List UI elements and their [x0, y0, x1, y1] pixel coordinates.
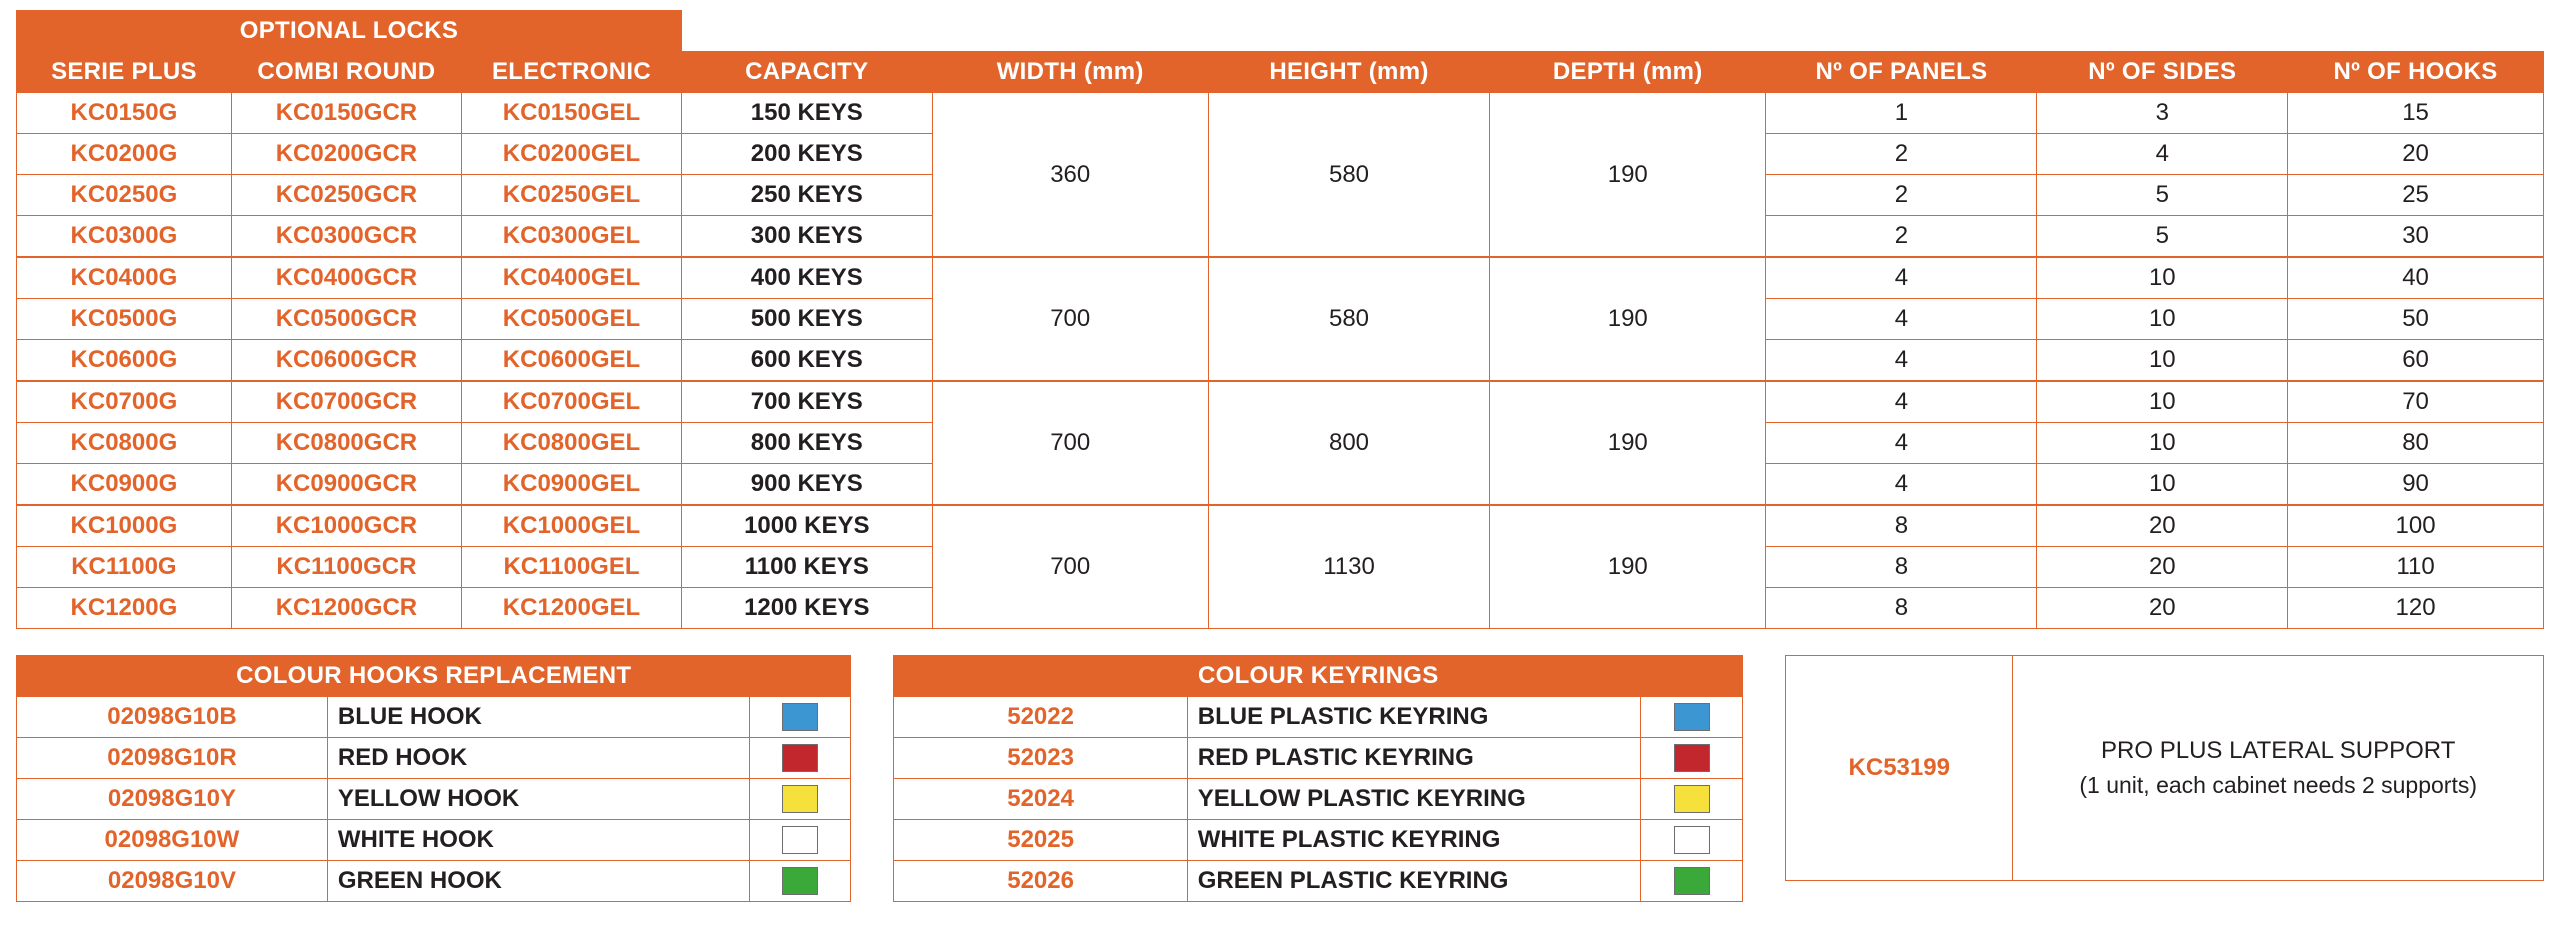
cell-combi-round: KC0400GCR — [231, 257, 461, 299]
cell-hook-label: GREEN HOOK — [327, 861, 749, 902]
cell-capacity: 600 KEYS — [681, 340, 932, 382]
cell-serie-plus: KC0600G — [17, 340, 232, 382]
cell-keyring-swatch — [1640, 820, 1742, 861]
cell-keyring-swatch — [1640, 779, 1742, 820]
cell-capacity: 1100 KEYS — [681, 547, 932, 588]
cell-capacity: 900 KEYS — [681, 464, 932, 506]
cell-electronic: KC0600GEL — [462, 340, 682, 382]
cell-hooks: 15 — [2288, 93, 2544, 134]
colour-swatch-green — [782, 867, 818, 895]
cell-panels: 4 — [1766, 257, 2037, 299]
cell-keyring-label: BLUE PLASTIC KEYRING — [1187, 697, 1640, 738]
cell-sides: 20 — [2037, 547, 2288, 588]
header-serie-plus: SERIE PLUS — [17, 52, 232, 93]
cell-hook-code: 02098G10B — [17, 697, 328, 738]
header-panels: Nº OF PANELS — [1766, 52, 2037, 93]
cell-combi-round: KC0600GCR — [231, 340, 461, 382]
cell-combi-round: KC0150GCR — [231, 93, 461, 134]
lateral-support-table — [1785, 655, 2544, 881]
cell-sides: 10 — [2037, 299, 2288, 340]
cell-panels: 4 — [1766, 464, 2037, 506]
cell-capacity: 300 KEYS — [681, 216, 932, 258]
cell-height-group-1: 580 — [1208, 93, 1489, 258]
cell-height-group-2: 580 — [1208, 257, 1489, 381]
table-row — [17, 257, 2544, 299]
cell-serie-plus: KC1000G — [17, 505, 232, 547]
support-description-line2: (1 unit, each cabinet needs 2 supports) — [2079, 771, 2478, 798]
header-hooks: Nº OF HOOKS — [2288, 52, 2544, 93]
cell-electronic: KC0150GEL — [462, 93, 682, 134]
cell-hook-swatch — [749, 738, 851, 779]
cell-hook-swatch — [749, 697, 851, 738]
cell-serie-plus: KC1100G — [17, 547, 232, 588]
cell-support-description — [2013, 656, 2544, 881]
cell-keyring-label: GREEN PLASTIC KEYRING — [1187, 861, 1640, 902]
cell-keyring-code: 52026 — [894, 861, 1187, 902]
table-row — [17, 93, 2544, 134]
header-sides: Nº OF SIDES — [2037, 52, 2288, 93]
support-description-line1: PRO PLUS LATERAL SUPPORT — [2101, 736, 2456, 764]
cell-sides: 10 — [2037, 381, 2288, 423]
cell-serie-plus: KC0900G — [17, 464, 232, 506]
cell-capacity: 1200 KEYS — [681, 588, 932, 629]
cell-capacity: 700 KEYS — [681, 381, 932, 423]
cell-panels: 8 — [1766, 505, 2037, 547]
cell-panels: 2 — [1766, 134, 2037, 175]
cell-sides: 5 — [2037, 175, 2288, 216]
table-row — [894, 697, 1743, 738]
cell-combi-round: KC1200GCR — [231, 588, 461, 629]
cell-keyring-swatch — [1640, 697, 1742, 738]
cell-serie-plus: KC0800G — [17, 423, 232, 464]
cell-serie-plus: KC0150G — [17, 93, 232, 134]
cell-hooks: 20 — [2288, 134, 2544, 175]
cell-hook-label: YELLOW HOOK — [327, 779, 749, 820]
table-row — [17, 738, 851, 779]
cell-sides: 10 — [2037, 423, 2288, 464]
cell-capacity: 200 KEYS — [681, 134, 932, 175]
header-depth: DEPTH (mm) — [1490, 52, 1766, 93]
colour-swatch-blue — [782, 703, 818, 731]
cell-capacity: 800 KEYS — [681, 423, 932, 464]
keyrings-table-title: COLOUR KEYRINGS — [894, 656, 1743, 697]
cell-height-group-3: 800 — [1208, 381, 1489, 505]
cell-sides: 20 — [2037, 505, 2288, 547]
cell-hook-code: 02098G10W — [17, 820, 328, 861]
table-row — [17, 505, 2544, 547]
table-row — [17, 779, 851, 820]
cell-panels: 2 — [1766, 216, 2037, 258]
colour-swatch-blue — [1674, 703, 1710, 731]
cell-combi-round: KC0700GCR — [231, 381, 461, 423]
cell-panels: 4 — [1766, 381, 2037, 423]
cell-width-group-4: 700 — [932, 505, 1208, 629]
cell-sides: 3 — [2037, 93, 2288, 134]
hooks-table-header-row — [17, 656, 851, 697]
cell-serie-plus: KC0200G — [17, 134, 232, 175]
header-combi-round: COMBI ROUND — [231, 52, 461, 93]
cell-width-group-1: 360 — [932, 93, 1208, 258]
cell-panels: 8 — [1766, 588, 2037, 629]
cell-combi-round: KC0500GCR — [231, 299, 461, 340]
cell-serie-plus: KC0700G — [17, 381, 232, 423]
cell-keyring-code: 52024 — [894, 779, 1187, 820]
cell-electronic: KC0200GEL — [462, 134, 682, 175]
cell-combi-round: KC0300GCR — [231, 216, 461, 258]
header-width: WIDTH (mm) — [932, 52, 1208, 93]
cell-capacity: 150 KEYS — [681, 93, 932, 134]
cell-serie-plus: KC0400G — [17, 257, 232, 299]
colour-swatch-yellow — [782, 785, 818, 813]
cell-combi-round: KC1000GCR — [231, 505, 461, 547]
cell-combi-round: KC0200GCR — [231, 134, 461, 175]
cell-width-group-3: 700 — [932, 381, 1208, 505]
cell-combi-round: KC0900GCR — [231, 464, 461, 506]
cell-electronic: KC0300GEL — [462, 216, 682, 258]
cell-hooks: 30 — [2288, 216, 2544, 258]
cell-hook-label: RED HOOK — [327, 738, 749, 779]
cell-combi-round: KC0250GCR — [231, 175, 461, 216]
cell-capacity: 250 KEYS — [681, 175, 932, 216]
cell-hooks: 120 — [2288, 588, 2544, 629]
table-row — [17, 697, 851, 738]
cell-panels: 4 — [1766, 299, 2037, 340]
table-header-row — [17, 52, 2544, 93]
cell-hook-code: 02098G10R — [17, 738, 328, 779]
cell-hook-code: 02098G10V — [17, 861, 328, 902]
hooks-table-title: COLOUR HOOKS REPLACEMENT — [17, 656, 851, 697]
cell-hook-code: 02098G10Y — [17, 779, 328, 820]
table-row — [17, 381, 2544, 423]
header-capacity: CAPACITY — [681, 52, 932, 93]
cell-hooks: 50 — [2288, 299, 2544, 340]
cell-electronic: KC1200GEL — [462, 588, 682, 629]
cell-hooks: 110 — [2288, 547, 2544, 588]
cell-sides: 10 — [2037, 257, 2288, 299]
cell-sides: 10 — [2037, 340, 2288, 382]
table-row — [894, 738, 1743, 779]
cell-sides: 20 — [2037, 588, 2288, 629]
colour-swatch-red — [1674, 744, 1710, 772]
colour-keyrings-table — [893, 655, 1743, 902]
cell-keyring-label: WHITE PLASTIC KEYRING — [1187, 820, 1640, 861]
colour-swatch-green — [1674, 867, 1710, 895]
cell-electronic: KC0700GEL — [462, 381, 682, 423]
cell-hook-swatch — [749, 820, 851, 861]
table-group-header-row — [17, 11, 2544, 52]
colour-hooks-replacement-table — [16, 655, 851, 902]
colour-swatch-white — [1674, 826, 1710, 854]
cell-hooks: 80 — [2288, 423, 2544, 464]
cell-width-group-2: 700 — [932, 257, 1208, 381]
keyrings-table-header-row — [894, 656, 1743, 697]
cell-combi-round: KC0800GCR — [231, 423, 461, 464]
cell-hooks: 60 — [2288, 340, 2544, 382]
header-electronic: ELECTRONIC — [462, 52, 682, 93]
cell-hooks: 70 — [2288, 381, 2544, 423]
cell-depth-group-2: 190 — [1490, 257, 1766, 381]
cell-hook-label: BLUE HOOK — [327, 697, 749, 738]
cell-keyring-swatch — [1640, 861, 1742, 902]
optional-locks-header: OPTIONAL LOCKS — [17, 11, 682, 52]
cell-serie-plus: KC0300G — [17, 216, 232, 258]
table-row — [894, 779, 1743, 820]
cell-depth-group-1: 190 — [1490, 93, 1766, 258]
cell-hooks: 25 — [2288, 175, 2544, 216]
cell-electronic: KC0500GEL — [462, 299, 682, 340]
cell-panels: 1 — [1766, 93, 2037, 134]
table-row — [1786, 656, 2544, 881]
colour-swatch-red — [782, 744, 818, 772]
cell-height-group-4: 1130 — [1208, 505, 1489, 629]
cell-support-code: KC53199 — [1786, 656, 2013, 881]
cell-panels: 2 — [1766, 175, 2037, 216]
cell-serie-plus: KC0250G — [17, 175, 232, 216]
header-spacer — [681, 11, 2543, 52]
cell-hooks: 90 — [2288, 464, 2544, 506]
cell-electronic: KC0800GEL — [462, 423, 682, 464]
table-row — [17, 820, 851, 861]
cell-keyring-swatch — [1640, 738, 1742, 779]
cell-serie-plus: KC1200G — [17, 588, 232, 629]
cell-keyring-code: 52023 — [894, 738, 1187, 779]
specifications-table — [16, 10, 2544, 629]
cell-capacity: 500 KEYS — [681, 299, 932, 340]
colour-swatch-white — [782, 826, 818, 854]
table-row — [17, 861, 851, 902]
cell-keyring-label: RED PLASTIC KEYRING — [1187, 738, 1640, 779]
cell-sides: 10 — [2037, 464, 2288, 506]
cell-keyring-code: 52022 — [894, 697, 1187, 738]
cell-depth-group-4: 190 — [1490, 505, 1766, 629]
cell-hooks: 40 — [2288, 257, 2544, 299]
cell-electronic: KC0250GEL — [462, 175, 682, 216]
cell-electronic: KC0900GEL — [462, 464, 682, 506]
cell-panels: 4 — [1766, 423, 2037, 464]
cell-serie-plus: KC0500G — [17, 299, 232, 340]
cell-panels: 4 — [1766, 340, 2037, 382]
colour-swatch-yellow — [1674, 785, 1710, 813]
cell-keyring-code: 52025 — [894, 820, 1187, 861]
cell-keyring-label: YELLOW PLASTIC KEYRING — [1187, 779, 1640, 820]
cell-hook-swatch — [749, 861, 851, 902]
cell-hook-label: WHITE HOOK — [327, 820, 749, 861]
cell-hooks: 100 — [2288, 505, 2544, 547]
cell-panels: 8 — [1766, 547, 2037, 588]
cell-electronic: KC1000GEL — [462, 505, 682, 547]
table-row — [894, 820, 1743, 861]
table-row — [894, 861, 1743, 902]
cell-hook-swatch — [749, 779, 851, 820]
cell-capacity: 1000 KEYS — [681, 505, 932, 547]
cell-electronic: KC0400GEL — [462, 257, 682, 299]
cell-electronic: KC1100GEL — [462, 547, 682, 588]
cell-capacity: 400 KEYS — [681, 257, 932, 299]
header-height: HEIGHT (mm) — [1208, 52, 1489, 93]
cell-sides: 5 — [2037, 216, 2288, 258]
accessories-section — [16, 655, 2544, 902]
cell-depth-group-3: 190 — [1490, 381, 1766, 505]
cell-sides: 4 — [2037, 134, 2288, 175]
cell-combi-round: KC1100GCR — [231, 547, 461, 588]
